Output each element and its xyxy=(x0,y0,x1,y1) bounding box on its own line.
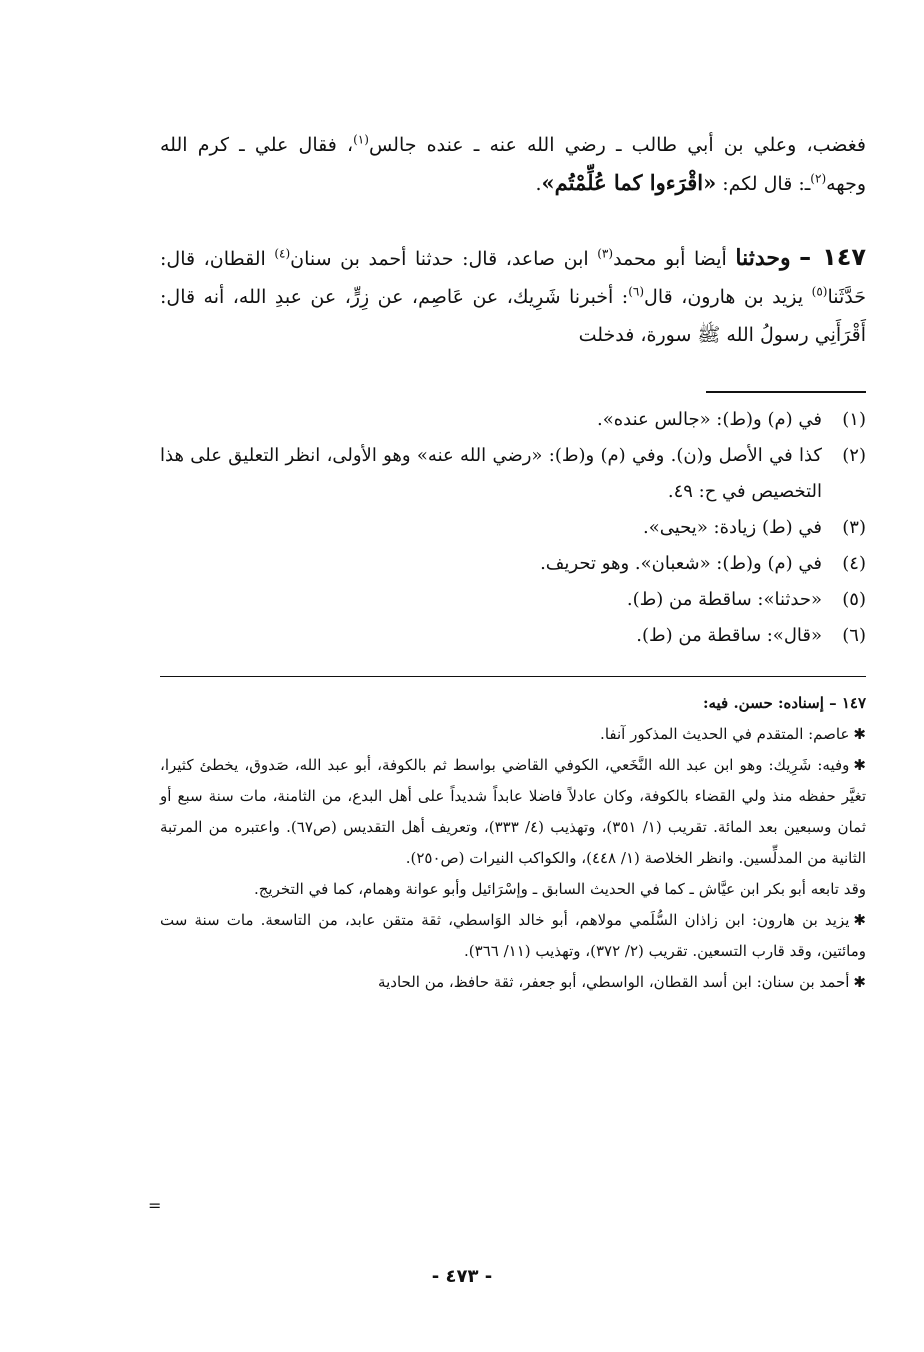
commentary-paragraph xyxy=(160,750,866,874)
footnote-4 xyxy=(160,546,866,582)
text-segment: ابن صاعد، قال: حدثنا أحمد بن سنان xyxy=(290,248,598,270)
star-icon: ✱ xyxy=(853,911,866,929)
footnote-mark: (٥) xyxy=(842,589,866,610)
quoted-saying: «اقْرَءوا كما عُلِّمْتُم» xyxy=(541,170,717,195)
footnotes xyxy=(160,402,866,654)
footnote-3 xyxy=(160,510,866,546)
text-segment: الله وجهه xyxy=(160,134,866,195)
text-segment: القطان، قال: حَدَّثَنا xyxy=(160,248,866,308)
footnote-text: «حدثنا»: ساقطة من (ط). xyxy=(626,589,822,610)
commentary-paragraph xyxy=(160,719,866,750)
commentary-text: عاصم: المتقدم في الحديث المذكور آنفا. xyxy=(600,725,850,743)
text-segment: ـ: قال لكم: xyxy=(716,173,811,195)
footnote-ref-4[interactable]: (٤) xyxy=(274,246,291,261)
text-segment: ، فقال علي ـ كرم xyxy=(197,134,354,156)
footnote-1 xyxy=(160,402,866,438)
page-number: - ٤٧٣ - xyxy=(431,1266,493,1287)
text-segment: يزيد بن هارون، قال xyxy=(644,286,812,308)
footnote-mark: (٤) xyxy=(842,553,866,574)
star-icon: ✱ xyxy=(853,725,866,743)
hadith-number: ١٤٧ – xyxy=(799,243,867,271)
commentary xyxy=(160,688,866,998)
hadith-paragraph xyxy=(160,238,866,354)
commentary-paragraph xyxy=(160,905,866,967)
footnote-mark: (٢) xyxy=(842,445,866,466)
footnote-text: في (م) و(ط): «شعبان». وهو تحريف. xyxy=(540,553,822,574)
star-icon: ✱ xyxy=(853,756,866,774)
text-segment: . xyxy=(535,173,542,195)
footnote-mark: (٣) xyxy=(842,517,866,538)
footnote-ref-1[interactable]: (١) xyxy=(353,132,369,147)
commentary-text: أحمد بن سنان: ابن أسد القطان، الواسطي، أبو جعفر، ثقة حافظ، من الحادية xyxy=(378,973,850,991)
footnote-mark: (٦) xyxy=(842,625,866,646)
commentary-text: يزيد بن هارون: ابن زاذان السُّلَمي مولاهم، أبو خالد الوَاسطي، ثقة متقن عابد، من التاسعة. مات سنة ست ومائتين، وقد قارب التسعين. تقريب (٢/ ٣٧٢)، وتهذيب (١١/ ٣٦٦). xyxy=(160,911,866,960)
footnote-text: كذا في الأصل و(ن). وفي (م) و(ط): «رضي الله عنه» وهو الأولى، انظر التعليق على هذا التخصيص في ح: ٤٩. xyxy=(160,445,822,502)
continuation-mark: = xyxy=(148,1196,162,1215)
text-segment: فغضب، وعلي بن أبي طالب ـ رضي الله عنه ـ عنده جالس xyxy=(368,134,866,156)
footnote-ref-5[interactable]: (٥) xyxy=(811,284,828,299)
footnote-6 xyxy=(160,618,866,654)
commentary-paragraph xyxy=(160,967,866,998)
footnote-separator xyxy=(706,391,866,393)
footnote-ref-2[interactable]: (٢) xyxy=(810,171,827,186)
star-icon: ✱ xyxy=(853,973,866,991)
commentary-text: وقد تابعه أبو بكر ابن عيَّاش ـ كما في الحديث السابق ـ وإسْرَائيل وأبو عوانة وهمام، كما في التخريج. xyxy=(253,880,866,898)
footnote-5 xyxy=(160,582,866,618)
footnote-2 xyxy=(160,438,866,510)
footnote-ref-3[interactable]: (٣) xyxy=(597,246,614,261)
commentary-paragraph xyxy=(160,874,866,905)
commentary-text: وفيه: شَرِيك: وهو ابن عبد الله النَّخَعي، الكوفي القاضي بواسط ثم بالكوفة، أبو عبد الله، صَدوق، يخطئ كثيرا، تغيَّر حفظه منذ ولي القضاء بالكوفة، وكان عادلاً فاضلا عابداً شديداً على أهل البدع، من الثامنة، مات سنة سبع أو ثمان وسبعين بعد المائة. تقريب (١/ ٣٥١)، وتهذيب (٤/ ٣٣٣)، وتعريف أهل التقديس (ص٦٧). واعتبره من المرتبة الثانية من المدلِّسين. وانظر الخلاصة (١/ ٤٤٨)، والكواكب النيرات (ص٢٥٠). xyxy=(160,756,866,867)
footnote-text: في (م) و(ط): «جالس عنده». xyxy=(597,409,822,430)
hadith-147 xyxy=(160,238,866,354)
text-segment: أيضا أبو محمد xyxy=(613,248,736,270)
commentary-separator xyxy=(160,676,866,677)
text-segment: : أخبرنا شَرِيك، عن عَاصِم، عن زِرٍّ، عن عبدِ الله، أنه قال: أَقْرَأَنِي رسولُ الله ﷺ سورة، فدخلت xyxy=(160,286,866,346)
footnote-text: في (ط) زيادة: «يحيى». xyxy=(643,517,822,538)
footnote-mark: (١) xyxy=(842,409,866,430)
main-text xyxy=(160,126,866,203)
main-paragraph-1 xyxy=(160,126,866,203)
hadith-lead-word: وحدثنا xyxy=(735,245,791,271)
footnote-ref-6[interactable]: (٦) xyxy=(628,284,645,299)
footnote-text: «قال»: ساقطة من (ط). xyxy=(636,625,822,646)
commentary-heading: ١٤٧ – إسناده: حسن. فيه: xyxy=(702,694,866,712)
